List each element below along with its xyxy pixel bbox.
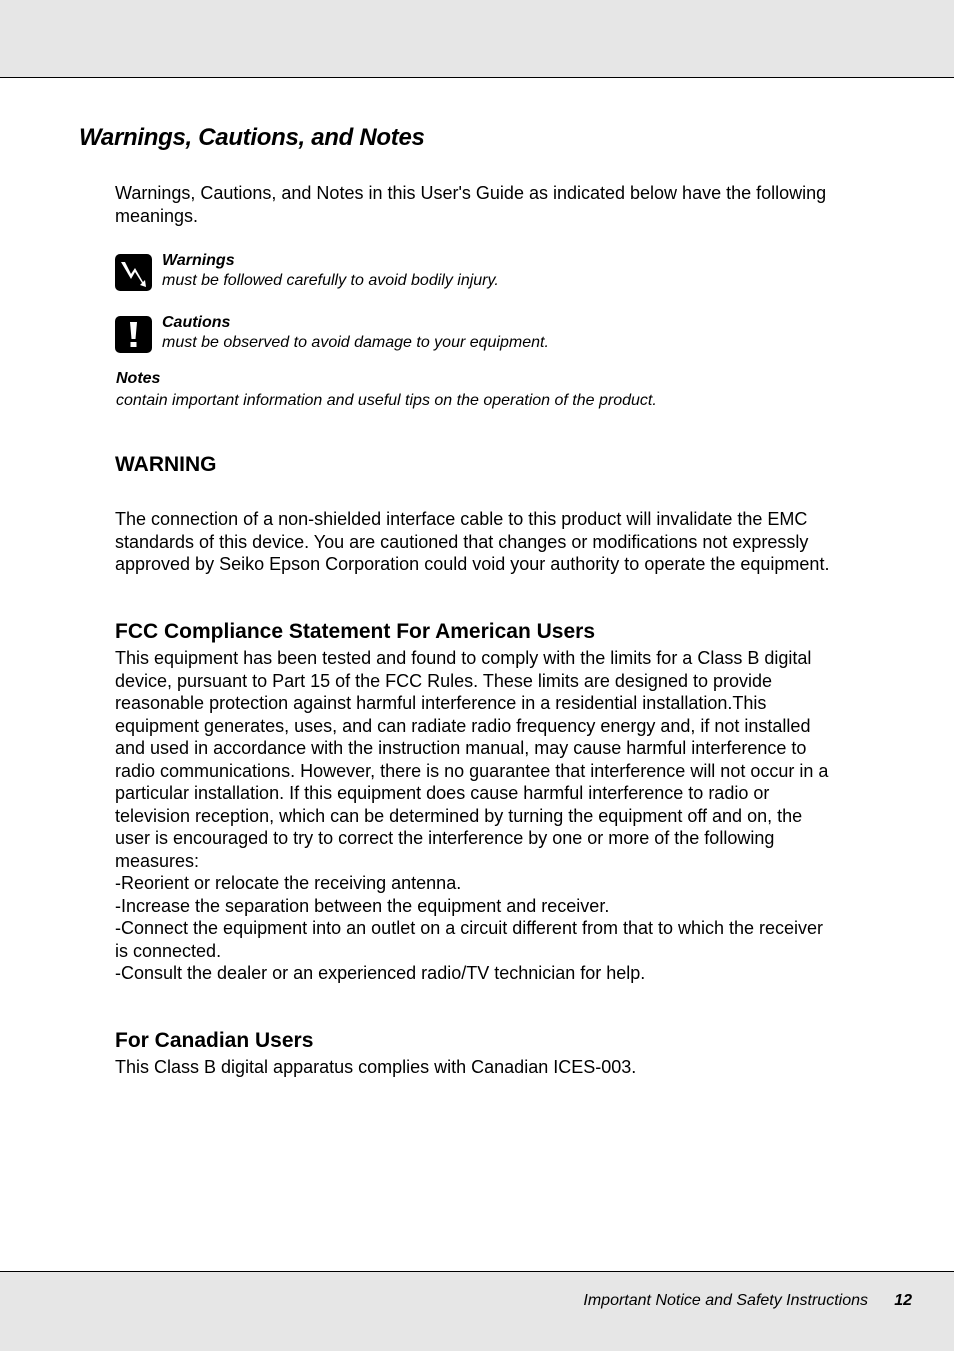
page-title: Warnings, Cautions, and Notes bbox=[79, 124, 425, 151]
paragraph-line: user is encouraged to try to correct the interference by one or more of the following bbox=[115, 828, 775, 848]
paragraph-line: measures: bbox=[115, 850, 200, 871]
fcc-paragraph bbox=[115, 647, 885, 985]
paragraph-line: The connection of a non-shielded interface cable to this product will invalidate the EMC bbox=[115, 509, 808, 529]
intro-line: Warnings, Cautions, and Notes in this User's Guide as indicated below have the following bbox=[115, 183, 827, 203]
page-number: 12 bbox=[894, 1292, 912, 1309]
warnings-text: must be followed carefully to avoid bodily injury. bbox=[162, 272, 499, 289]
caution-exclamation-icon bbox=[115, 316, 152, 353]
warning-heading: WARNING bbox=[115, 453, 217, 476]
paragraph-line: standards of this device. You are cautioned that changes or modifications not expressly bbox=[115, 531, 809, 552]
cautions-heading: Cautions bbox=[162, 314, 231, 331]
intro-line: meanings. bbox=[115, 206, 199, 226]
warnings-heading: Warnings bbox=[162, 252, 235, 269]
paragraph-line: radio communications. However, there is no guarantee that interference will not occur in a bbox=[115, 760, 829, 781]
paragraph-line: is connected. bbox=[115, 940, 222, 961]
paragraph-line: particular installation. If this equipment does cause harmful interference to radio or bbox=[115, 783, 770, 803]
paragraph-line: -Increase the separation between the equipment and receiver. bbox=[115, 895, 610, 916]
paragraph-line: equipment generates, uses, and can radiate radio frequency energy and, if not installed bbox=[115, 715, 811, 736]
footer-section-title: Important Notice and Safety Instructions bbox=[583, 1292, 868, 1309]
paragraph-line: television reception, which can be determined by turning the equipment off and on, the bbox=[115, 805, 803, 826]
paragraph-line: device, pursuant to Part 15 of the FCC Rules. These limits are designed to provide bbox=[115, 670, 773, 691]
canada-paragraph bbox=[115, 1056, 885, 1079]
header-band bbox=[0, 0, 954, 78]
paragraph-line: -Consult the dealer or an experienced radio/TV technician for help. bbox=[115, 963, 646, 983]
notes-text: contain important information and useful tips on the operation of the product. bbox=[116, 392, 657, 409]
paragraph-line: and used in accordance with the instruction manual, may cause harmful interference to bbox=[115, 738, 807, 758]
paragraph-line: This Class B digital apparatus complies with Canadian ICES-003. bbox=[115, 1057, 637, 1077]
fcc-heading: FCC Compliance Statement For American Users bbox=[115, 620, 596, 643]
cautions-text: must be observed to avoid damage to your equipment. bbox=[162, 334, 549, 351]
paragraph-line: approved by Seiko Epson Corporation could void your authority to operate the equipment. bbox=[115, 554, 830, 574]
paragraph-line: -Reorient or relocate the receiving antenna. bbox=[115, 873, 462, 893]
warning-lightning-icon bbox=[115, 254, 152, 291]
canada-heading: For Canadian Users bbox=[115, 1029, 314, 1052]
warning-paragraph bbox=[115, 508, 885, 576]
paragraph-line: reasonable protection against harmful interference in a residential installation.This bbox=[115, 693, 767, 713]
notes-heading: Notes bbox=[116, 370, 161, 387]
paragraph-line: -Connect the equipment into an outlet on a circuit different from that to which the receiver bbox=[115, 918, 824, 938]
intro-paragraph bbox=[115, 182, 885, 228]
footer-band bbox=[0, 1271, 954, 1351]
paragraph-line: This equipment has been tested and found to comply with the limits for a Class B digital bbox=[115, 648, 812, 668]
